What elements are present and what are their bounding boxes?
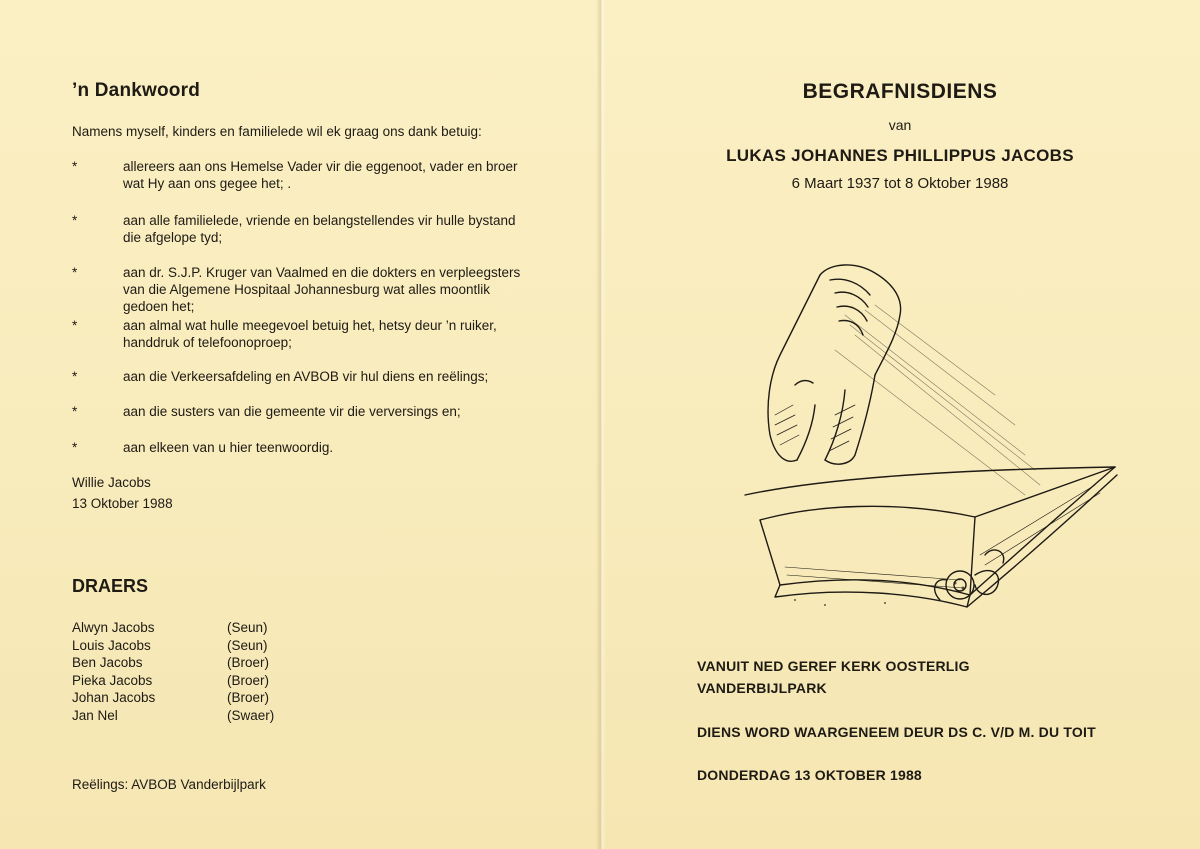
bullet-star: * bbox=[72, 404, 78, 419]
bearer-relation: (Swaer) bbox=[227, 707, 275, 723]
arrangements-note: Reëlings: AVBOB Vanderbijlpark bbox=[72, 777, 266, 792]
bearer-row bbox=[72, 689, 274, 707]
bearer-relation: (Seun) bbox=[227, 620, 268, 635]
bearer-relation: (Seun) bbox=[227, 637, 268, 653]
signature-block bbox=[72, 472, 173, 514]
bullet-text: allereers aan ons Hemelse Vader vir die eggenoot, vader en broer wat Hy aan ons gegee het; . bbox=[123, 159, 518, 191]
bullet-star: * bbox=[72, 265, 78, 280]
praying-hands-bible-illustration bbox=[735, 255, 1120, 615]
dankwoord-title: ’n Dankwoord bbox=[72, 80, 201, 101]
bearer-relation: (Broer) bbox=[227, 690, 270, 705]
bullet-star: * bbox=[72, 318, 78, 333]
bullet-text: aan dr. S.J.P. Kruger van Vaalmed en die dokters en verpleegsters van die Algemene Hospitaal Johannesburg wat alles moontlik gedoen het; bbox=[123, 265, 521, 314]
signer-name: Willie Jacobs bbox=[72, 475, 151, 490]
signer-date: 13 Oktober 1988 bbox=[72, 496, 173, 511]
bullet-star: * bbox=[72, 159, 78, 174]
bearer-row bbox=[72, 672, 274, 690]
bearer-row bbox=[72, 637, 274, 655]
bearer-name: Jan Nel bbox=[72, 707, 118, 723]
service-date: DONDERDAG 13 OKTOBER 1988 bbox=[697, 767, 922, 783]
service-title: BEGRAFNISDIENS bbox=[802, 80, 998, 103]
bullet-star: * bbox=[72, 440, 78, 455]
bearer-name: Louis Jacobs bbox=[72, 637, 151, 653]
bearer-name: Johan Jacobs bbox=[72, 690, 156, 705]
bullet-text: aan alle familielede, vriende en belangstellendes vir hulle bystand die afgelope tyd; bbox=[123, 213, 516, 245]
bearers-title: DRAERS bbox=[72, 576, 149, 596]
life-dates: 6 Maart 1937 tot 8 Oktober 1988 bbox=[791, 175, 1009, 192]
bullet-text: aan elkeen van u hier teenwoordig. bbox=[123, 440, 334, 455]
bearer-relation: (Broer) bbox=[227, 655, 270, 670]
bearer-name: Pieka Jacobs bbox=[72, 672, 153, 688]
deceased-name: LUKAS JOHANNES PHILLIPPUS JACOBS bbox=[726, 146, 1074, 165]
bearer-relation: (Broer) bbox=[227, 672, 270, 688]
bullet-text: aan die susters van die gemeente vir die verversings en; bbox=[123, 404, 461, 419]
bullet-text: aan almal wat hulle meegevoel betuig het, hetsy deur ’n ruiker, handdruk of telefoonoproep; bbox=[123, 318, 497, 350]
service-van: van bbox=[888, 117, 912, 133]
officiant-line: DIENS WORD WAARGENEEM DEUR DS C. V/D M. DU TOIT bbox=[697, 724, 1096, 740]
bearer-row bbox=[72, 654, 274, 672]
bullet-text: aan die Verkeersafdeling en AVBOB vir hul diens en reëlings; bbox=[123, 369, 489, 384]
venue-line-2: VANDERBIJLPARK bbox=[697, 680, 827, 696]
bearer-name: Alwyn Jacobs bbox=[72, 620, 155, 635]
bullet-star: * bbox=[72, 369, 78, 384]
bearer-name: Ben Jacobs bbox=[72, 655, 143, 670]
bearer-row bbox=[72, 619, 274, 637]
bullet-star: * bbox=[72, 213, 78, 228]
venue-line-1: VANUIT NED GEREF KERK OOSTERLIG bbox=[697, 658, 970, 674]
bearer-row bbox=[72, 707, 274, 725]
dankwoord-intro: Namens myself, kinders en familielede wil ek graag ons dank betuig: bbox=[72, 124, 482, 139]
bearers-list bbox=[72, 619, 274, 724]
